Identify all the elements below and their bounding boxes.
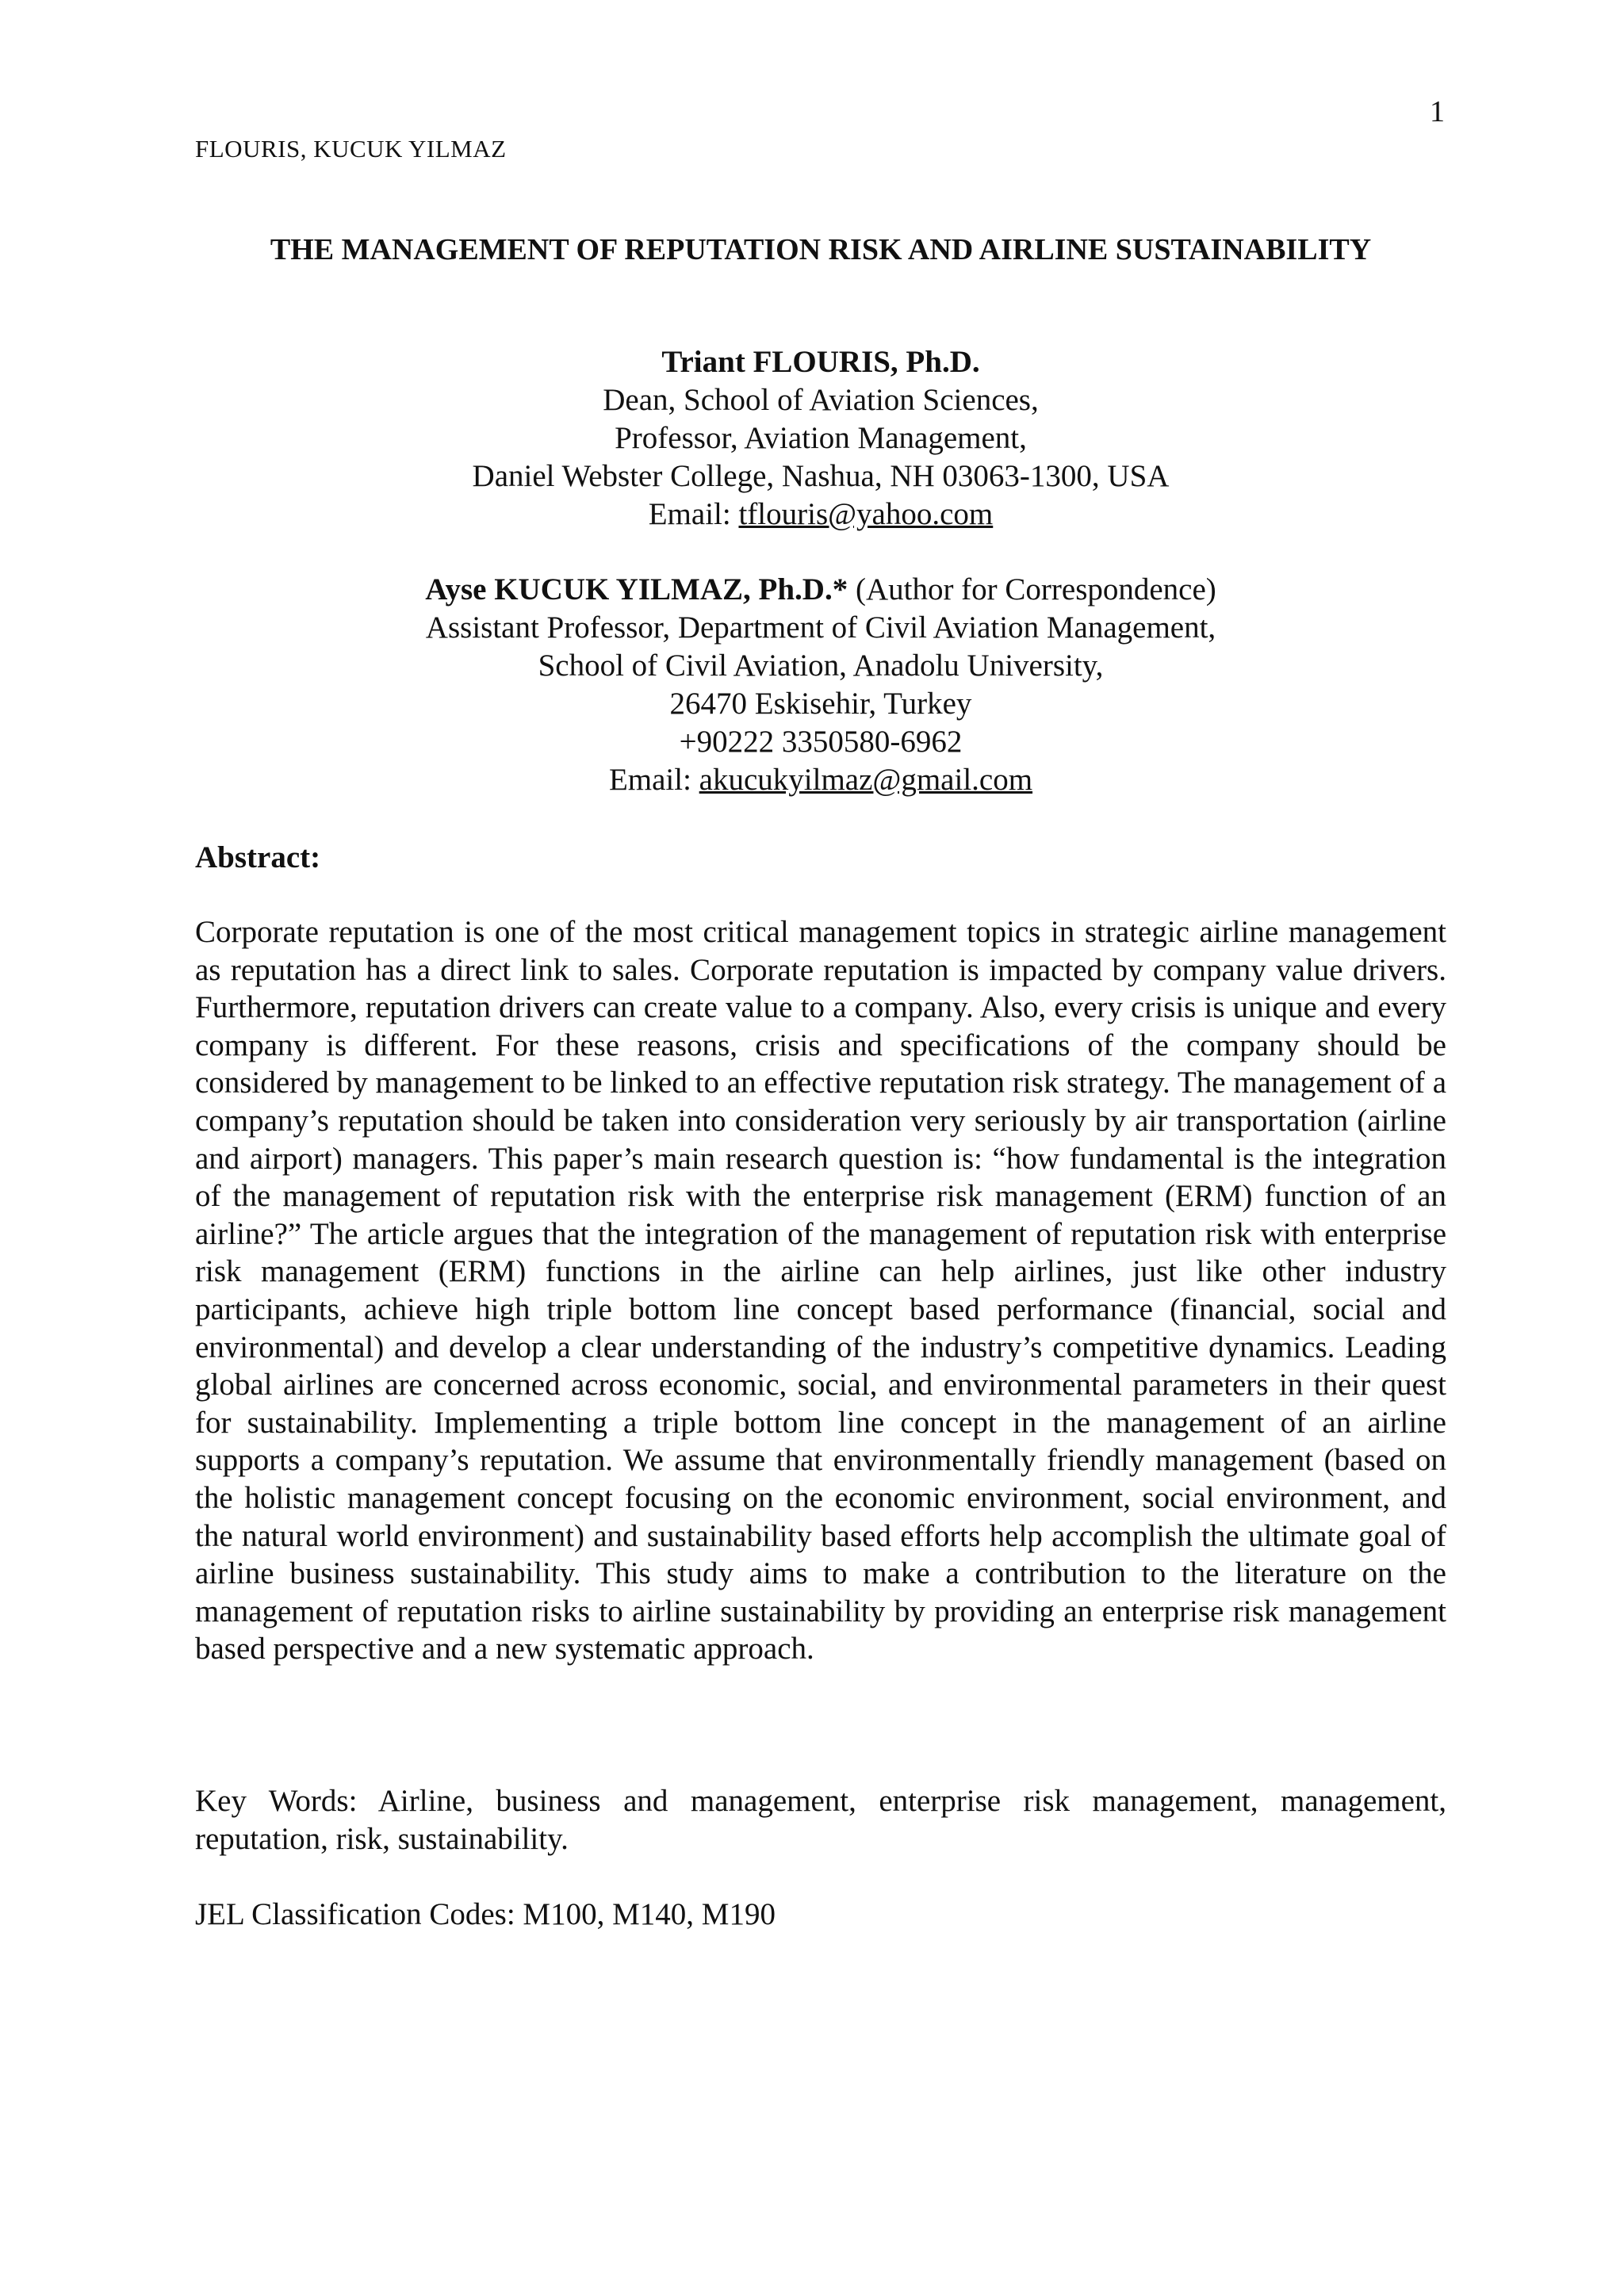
author-1-position: Dean, School of Aviation Sciences,	[603, 383, 1039, 417]
running-head: FLOURIS, KUCUK YILMAZ	[195, 135, 507, 163]
author-2-email-line	[195, 761, 1446, 799]
author-2-position: Assistant Professor, Department of Civil Aviation Management,	[425, 610, 1216, 645]
author-block-1	[195, 343, 1446, 534]
author-2-name: Ayse KUCUK YILMAZ, Ph.D.*	[425, 572, 848, 607]
author-2-email-label: Email:	[608, 763, 699, 797]
jel-codes: JEL Classification Codes: M100, M140, M190	[195, 1897, 776, 1931]
author-2-address: 26470 Eskisehir, Turkey	[669, 687, 972, 721]
abstract-text: Corporate reputation is one of the most critical management topics in strategic airline management as reputation has a direct link to sales. Corporate reputation is impacted by company value drivers. Furthermore, reputation drivers can create value to a company. Also, every crisis is unique and every company is different. For these reasons, crisis and specifications of the company should be considered by management to be linked to an effective reputation risk strategy. The management of a company’s reputation should be taken into consideration very seriously by air transportation (airline and airport) managers. This paper’s main research question is: “how fundamental is the integration of the management of reputation risk with the enterprise risk management (ERM) function of an airline?” The article argues that the integration of the management of reputation risk with enterprise risk management (ERM) functions in the airline can help airlines, just like other industry participants, achieve high triple bottom line concept based performance (financial, social and environmental) and develop a clear understanding of the industry’s competitive dynamics. Leading global airlines are concerned across economic, social, and environmental parameters in their quest for sustainability. Implementing a triple bottom line concept in the management of an airline supports a company’s reputation. We assume that environmentally friendly management (based on the holistic management concept focusing on the economic environment, social environment, and the natural world environment) and sustainability based efforts help accomplish the ultimate goal of airline business sustainability. This study aims to make a contribution to the literature on the management of reputation risks to airline sustainability by providing an enterprise risk management based perspective and a new systematic approach.	[195, 915, 1446, 1667]
author-2-correspondence-note: (Author for Correspondence)	[848, 572, 1216, 607]
author-1-name: Triant FLOURIS, Ph.D.	[661, 345, 980, 379]
author-1-title: Professor, Aviation Management,	[615, 421, 1027, 455]
author-2-institution: School of Civil Aviation, Anadolu University,	[538, 649, 1104, 683]
author-1-institution: Daniel Webster College, Nashua, NH 03063-1300, USA	[472, 459, 1170, 493]
abstract-heading: Abstract:	[195, 840, 321, 874]
author-1-email-label: Email:	[648, 497, 739, 531]
author-2-phone: +90222 3350580-6962	[679, 725, 963, 759]
author-2-email-link[interactable]: akucukyilmaz@gmail.com	[699, 763, 1033, 797]
author-2-name-line	[195, 571, 1446, 609]
keywords: Key Words: Airline, business and management, enterprise risk management, management, reputation, risk, sustainability.	[195, 1784, 1446, 1856]
author-1-email-line	[195, 496, 1446, 534]
page-number: 1	[1430, 95, 1445, 128]
author-block-2	[195, 571, 1446, 799]
author-1-email-link[interactable]: tflouris@yahoo.com	[738, 497, 994, 531]
paper-title: THE MANAGEMENT OF REPUTATION RISK AND AIRLINE SUSTAINABILITY	[270, 233, 1372, 266]
